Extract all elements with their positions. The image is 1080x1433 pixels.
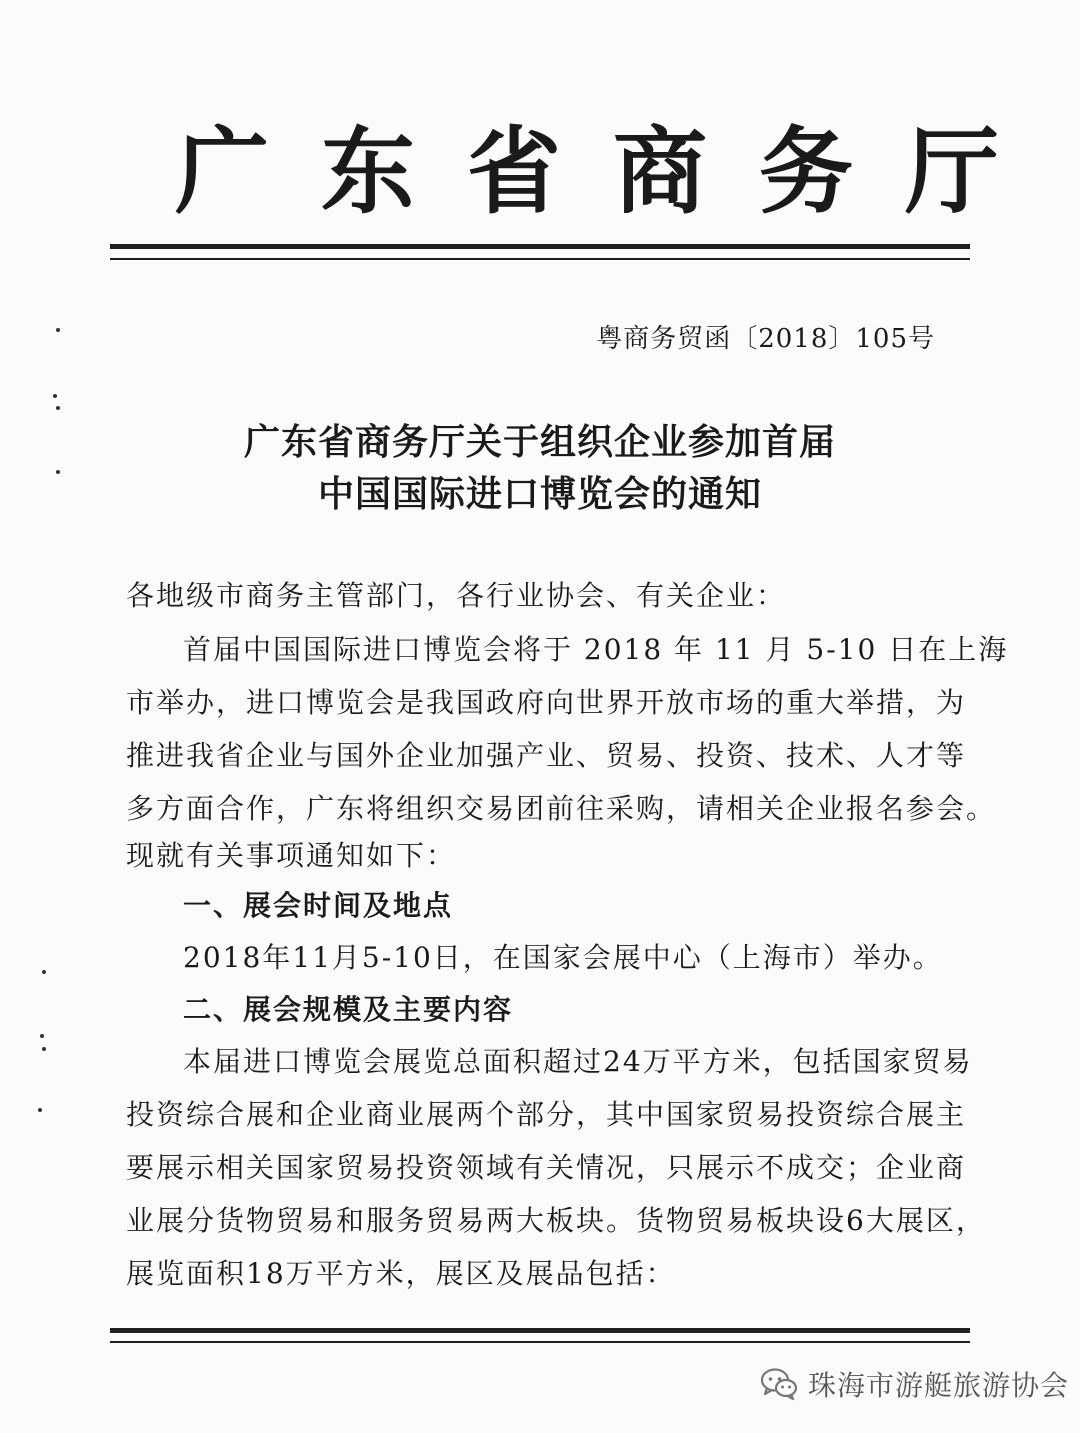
header-rule-thin: [110, 258, 970, 260]
intro-line: 市举办，进口博览会是我国政府向世界开放市场的重大举措，为: [126, 686, 967, 719]
binding-hole-mark: [40, 1034, 44, 1038]
agency-title: 广东省商务厅: [175, 117, 1052, 227]
header-rule-thick: [110, 244, 970, 249]
binding-hole-mark: [38, 1108, 42, 1112]
section-2-line: 本届进口博览会展览总面积超过24万平方米，包括国家贸易: [183, 1045, 973, 1078]
binding-hole-mark: [56, 406, 60, 410]
binding-hole-mark: [42, 970, 46, 974]
section-2-line: 业展分货物贸易和服务贸易两大板块。货物贸易板块设6大展区，: [126, 1204, 986, 1237]
section-2-line: 投资综合展和企业商业展两个部分，其中国家贸易投资综合展主: [126, 1098, 967, 1131]
section-2-line: 展览面积18万平方米，展区及展品包括：: [126, 1257, 676, 1290]
intro-line: 推进我省企业与国外企业加强产业、贸易、投资、技术、人才等: [126, 739, 967, 772]
section-2-heading: 二、展会规模及主要内容: [183, 993, 514, 1026]
intro-line: 现就有关事项通知如下：: [126, 839, 457, 872]
section-2-line: 要展示相关国家贸易投资领域有关情况，只展示不成交；企业商: [126, 1151, 967, 1184]
watermark: [760, 1362, 1069, 1406]
footer-rule-thin: [110, 1341, 970, 1343]
salutation: 各地级市商务主管部门，各行业协会、有关企业：: [126, 579, 787, 612]
intro-line: 多方面合作，广东将组织交易团前往采购，请相关企业报名参会。: [126, 792, 997, 825]
notice-title-line-2: 中国国际进口博览会的通知: [317, 473, 762, 515]
footer-rule-thick: [110, 1328, 970, 1333]
document-number: 粤商务贸函〔2018〕105号: [596, 324, 935, 354]
section-1-text: 2018年11月5-10日，在国家会展中心（上海市）举办。: [183, 941, 943, 974]
binding-hole-mark: [42, 1047, 46, 1051]
section-1-heading: 一、展会时间及地点: [183, 889, 454, 922]
intro-line: 首届中国国际进口博览会将于 2018 年 11 月 5-10 日在上海: [183, 633, 1009, 666]
binding-hole-mark: [56, 328, 60, 332]
wechat-icon: [760, 1367, 798, 1401]
notice-title-line-1: 广东省商务厅关于组织企业参加首届: [243, 421, 836, 463]
binding-hole-mark: [56, 470, 60, 474]
watermark-text: 珠海市游艇旅游协会: [808, 1369, 1070, 1402]
binding-hole-mark: [53, 394, 57, 398]
